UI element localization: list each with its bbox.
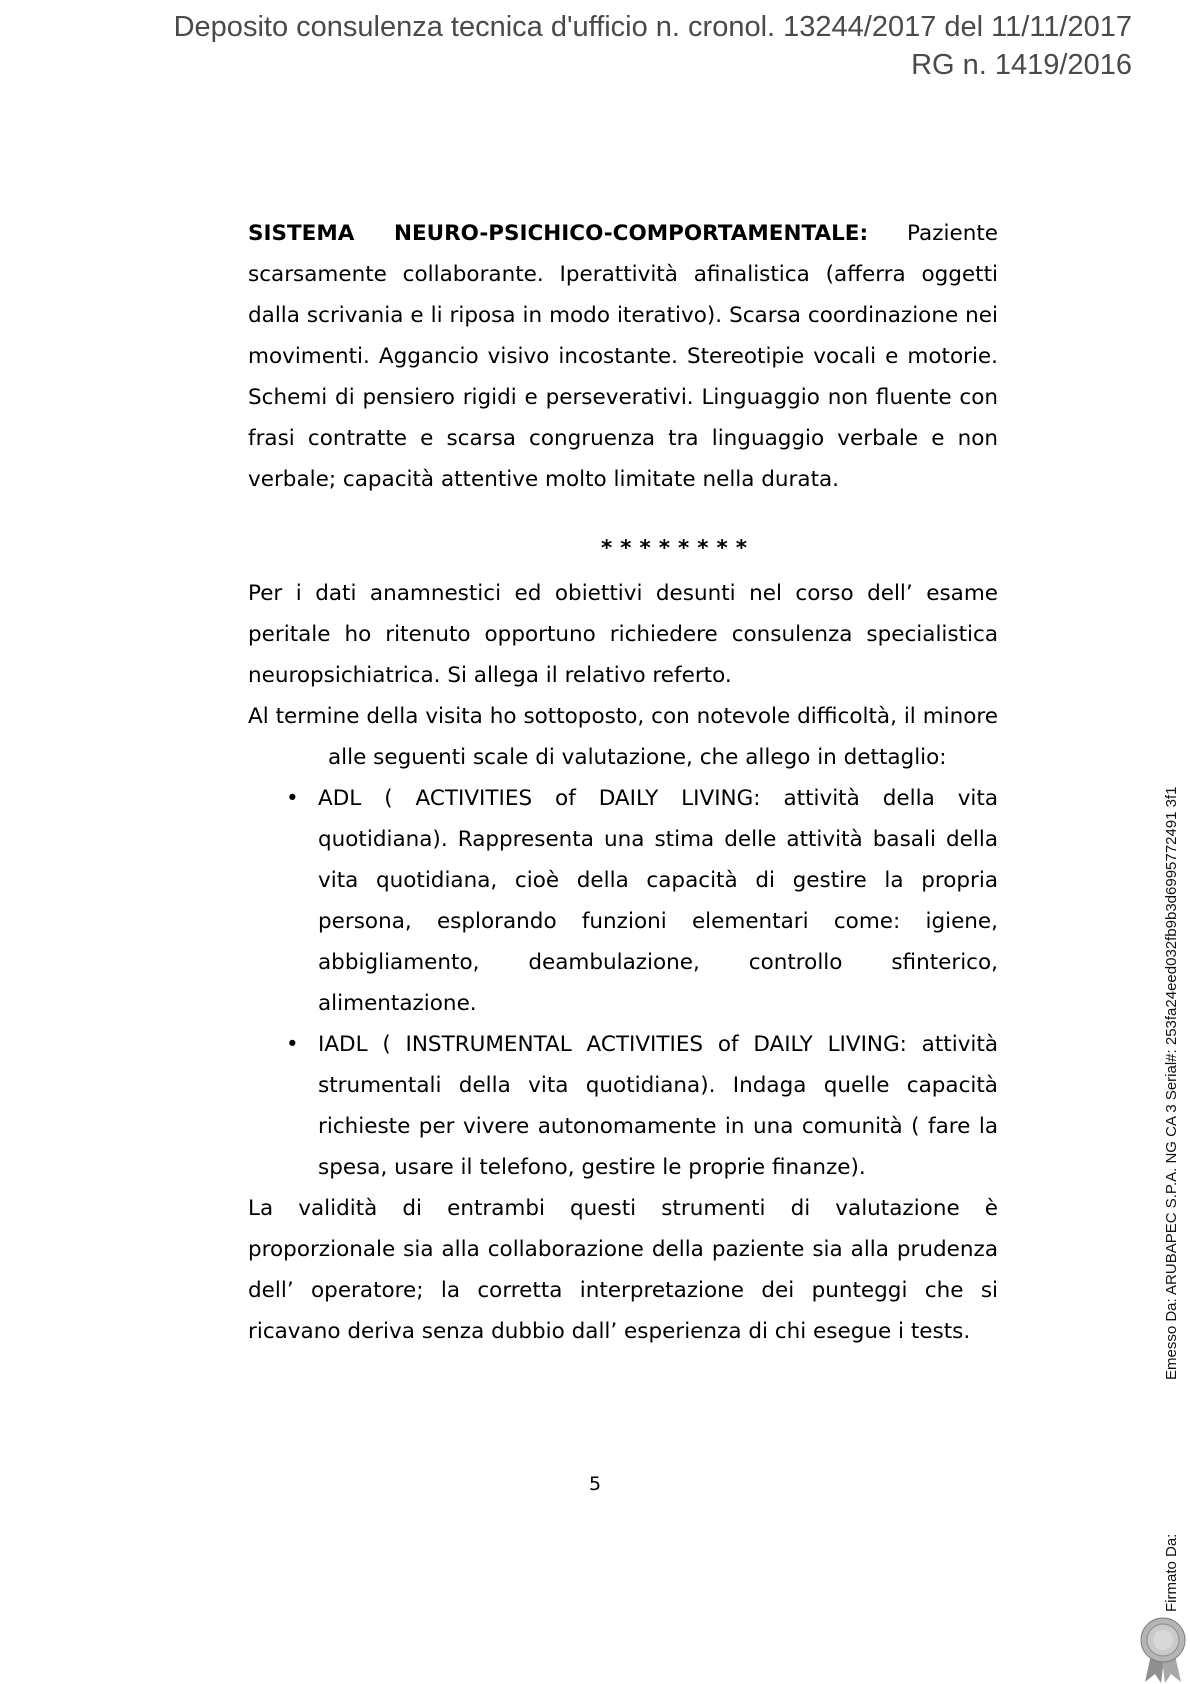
paragraph-validita: La validità di entrambi questi strumenti di valutazione è proporzionale sia alla collaborazione della paziente sia alla prudenza dell’ operatore; la corretta interpretazione dei punteggi che si ricavano deriva senza dubbio dall’ esperienza di chi esegue i tests. bbox=[248, 1196, 998, 1344]
list-item-iadl bbox=[248, 1024, 998, 1188]
bullet-icon: • bbox=[286, 1032, 299, 1057]
paragraph-consulenza: Per i dati anamnestici ed obiettivi desunti nel corso dell’ esame peritale ho ritenuto opportuno richiedere consulenza specialistica neuropsichiatrica. Si allega il relativo referto. bbox=[248, 581, 998, 688]
paragraph-scale-end: alle seguenti scale di valutazione, che allego in dettaglio: bbox=[328, 745, 947, 770]
list-item-adl bbox=[248, 778, 998, 1024]
bullet-icon: • bbox=[286, 786, 299, 811]
paragraph-scale-start: Al termine della visita ho sottoposto, con notevole difficoltà, il minore bbox=[248, 704, 998, 729]
section-heading: SISTEMA NEURO-PSICHICO-COMPORTAMENTALE: bbox=[248, 221, 869, 246]
document-header bbox=[174, 8, 1132, 84]
header-deposit-line: Deposito consulenza tecnica d'ufficio n. cronol. 13244/2017 del 11/11/2017 bbox=[173, 11, 1132, 43]
signature-issuer-text: Emesso Da: ARUBAPEC S.P.A. NG CA 3 Serial#: 253fa24eed032fb9b3d6995772491 3f1 bbox=[1163, 786, 1180, 1380]
paragraph-scale bbox=[248, 696, 998, 778]
asterisk-separator: ******** bbox=[601, 536, 755, 561]
page-number: 5 bbox=[588, 1473, 602, 1495]
list-item-text: ADL ( ACTIVITIES of DAILY LIVING: attività della vita quotidiana). Rappresenta una stima delle attività basali della vita quotidiana, cioè della capacità di gestire la propria persona, esplorando funzioni elementari come: igiene, abbigliamento, deambulazione, controllo sfinterico, alimentazione. bbox=[318, 786, 998, 1016]
list-item-text: IADL ( INSTRUMENTAL ACTIVITIES of DAILY LIVING: attività strumentali della vita quotidiana). Indaga quelle capacità richieste per vivere autonomamente in una comunità ( fare la spesa, usare il telefono, gestire le proprie finanze). bbox=[318, 1032, 998, 1180]
page-body bbox=[248, 213, 998, 1352]
section-text: Paziente scarsamente collaborante. Iperattività afinalistica (afferra oggetti dalla scrivania e li riposa in modo iterativo). Scarsa coordinazione nei movimenti. Aggancio visivo incostante. Stereotipie vocali e motorie. Schemi di pensiero rigidi e perseverativi. Linguaggio non fluente con frasi contratte e scarsa congruenza tra linguaggio verbale e non verbale; capacità attentive molto limitate nella durata. bbox=[248, 221, 998, 492]
scales-list bbox=[248, 778, 998, 1188]
header-rg-line: RG n. 1419/2016 bbox=[911, 49, 1132, 81]
certificate-rosette-icon bbox=[1135, 1616, 1190, 1684]
section-neuro-paragraph bbox=[248, 213, 998, 500]
signature-signed-by-text: Firmato Da: bbox=[1163, 1533, 1180, 1612]
